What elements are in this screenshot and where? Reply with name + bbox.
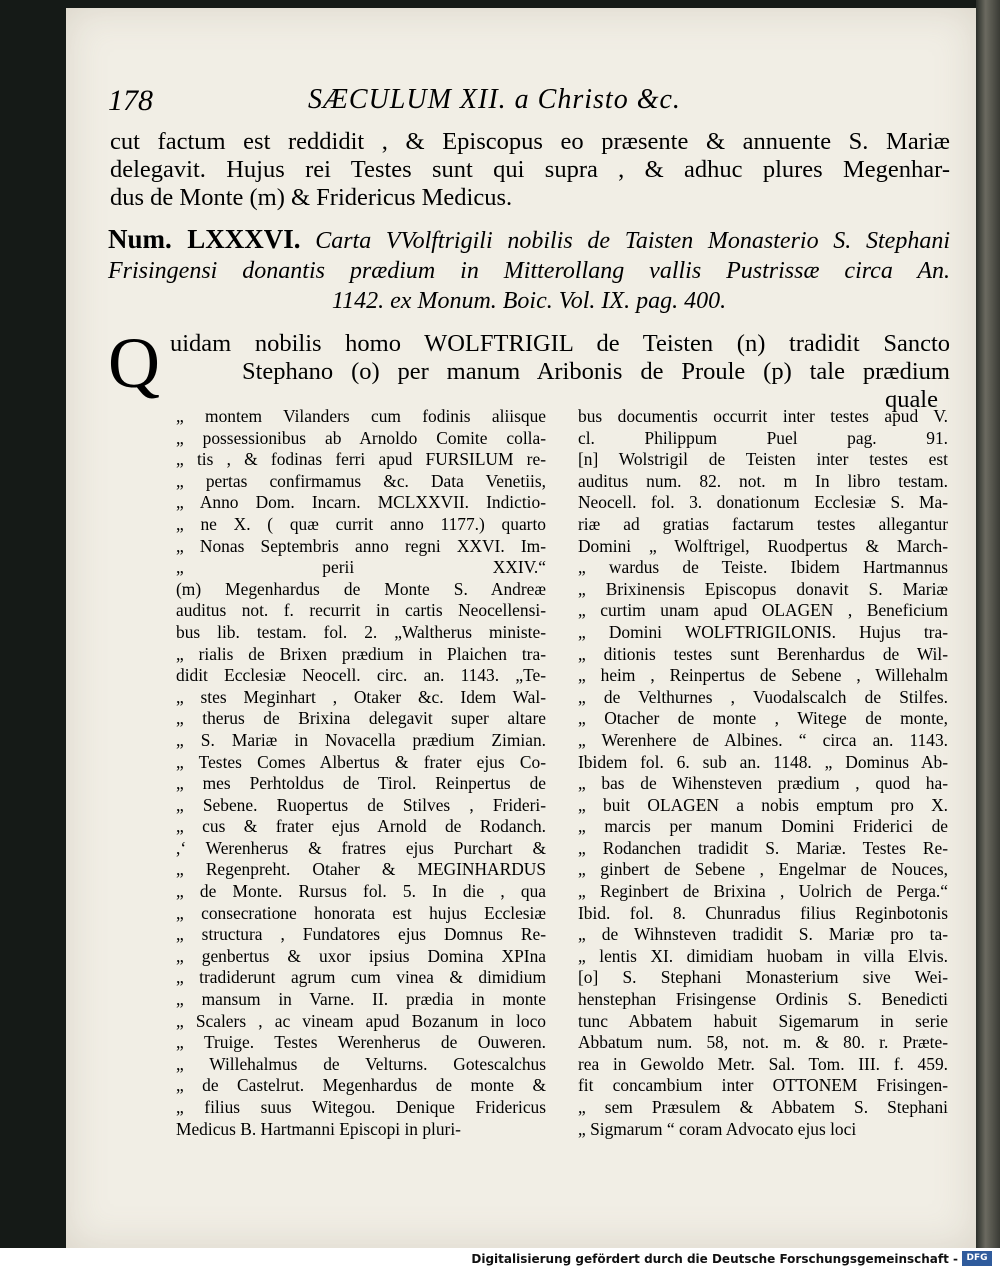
footnote-line: henstephan Frisingense Ordinis S. Benedicti (578, 989, 948, 1010)
footnote-line: „ tis , & fodinas ferri apud FURSILUM re- (176, 449, 546, 470)
footnote-line: „ mansum in Varne. II. prædia in monte (176, 989, 546, 1010)
footnote-line: auditus not. f. recurrit in cartis Neocellensi- (176, 600, 546, 621)
charter-incipit (108, 323, 950, 413)
charter-heading (108, 224, 950, 316)
footnote-line: [o] S. Stephani Monasterium sive Wei- (578, 967, 948, 988)
footnote-line: „ Reginbert de Brixina , Uolrich de Perga.“ (578, 881, 948, 902)
footnote-line: bus lib. testam. fol. 2. „Waltherus ministe- (176, 621, 546, 642)
funding-notice: Digitalisierung gefördert durch die Deutsche Forschungsgemeinschaft - (471, 1252, 958, 1266)
continuation-line: delegavit. Hujus rei Testes sunt qui supra , & adhuc plures Megenhar- (110, 156, 950, 183)
footnote-line: „ possessionibus ab Arnoldo Comite colla- (176, 427, 546, 448)
footnote-line: „ Brixinensis Episcopus donavit S. Mariæ (578, 578, 948, 599)
charter-number: Num. LXXXVI. (108, 224, 301, 254)
page-number: 178 (108, 84, 153, 117)
footnote-line: „ marcis per manum Domini Friderici de (578, 816, 948, 837)
drop-capital: Q (108, 323, 160, 403)
footnote-line: „ Sigmarum “ coram Advocato ejus loci (578, 1118, 857, 1139)
footnote-line: Neocell. fol. 3. donationum Ecclesiæ S. Ma- (578, 492, 948, 513)
footnote-line: „ genbertus & uxor ipsius Domina XPIna (176, 945, 546, 966)
footnote-line: „ S. Mariæ in Novacella prædium Zimian. (176, 729, 546, 750)
footnote-line: Domini „ Wolftrigel, Ruodpertus & March- (578, 535, 948, 556)
footnote-line: „ tradiderunt agrum cum vinea & dimidium (176, 967, 546, 988)
footnote-line: (m) Megenhardus de Monte S. Andreæ (176, 578, 546, 599)
continuation-line: cut factum est reddidit , & Episcopus eo præsente & annuente S. Mariæ (110, 128, 950, 155)
charter-title-line: 1142. ex Monum. Boic. Vol. IX. pag. 400. (331, 288, 727, 314)
charter-heading-line-1 (108, 224, 950, 256)
continuation-line: dus de Monte (m) & Fridericus Medicus. (110, 184, 513, 211)
footnote-line: Ibidem fol. 6. sub an. 1148. „ Dominus Ab- (578, 751, 948, 772)
footnote-line: „ bas de Wihensteven prædium , quod ha- (578, 773, 948, 794)
footnote-line: „ Anno Dom. Incarn. MCLXXVII. Indictio- (176, 492, 546, 513)
footnote-line: „ rialis de Brixen prædium in Plaichen tra- (176, 643, 546, 664)
running-head: SÆCULUM XII. a Christo &c. (308, 84, 681, 115)
footnote-line: „ consecratione honorata est hujus Ecclesiæ (176, 902, 546, 923)
incipit-line: uidam nobilis homo WOLFTRIGIL de Teisten (n) tradidit Sancto (170, 330, 950, 357)
footnote-line: „ filius suus Witegou. Denique Fridericus (176, 1097, 546, 1117)
footnote-line: „ wardus de Teiste. Ibidem Hartmannus (578, 557, 948, 578)
footnote-line: „ mes Perhtoldus de Tirol. Reinpertus de (176, 773, 546, 794)
footnotes-right-column (578, 406, 948, 1140)
footnote-line: „ ne X. ( quæ currit anno 1177.) quarto (176, 513, 546, 534)
footnote-line: „ lentis XI. dimidiam huobam in villa Elvis. (578, 945, 948, 966)
footnote-line: [n] Wolstrigil de Teisten inter testes est (578, 449, 948, 470)
footnote-line: riæ ad gratias factarum testes allegantur (578, 513, 948, 534)
footnote-line: rea in Gewoldo Metr. Sal. Tom. III. f. 459. (578, 1053, 948, 1074)
charter-title-line: Carta VVolftrigili nobilis de Taisten Monasterio S. Stephani (315, 228, 950, 254)
charter-title-line: Frisingensi donantis prædium in Mitterollang vallis Pustrissæ circa An. (108, 258, 950, 284)
footnote-line: „ sem Præsulem & Abbatem S. Stephani (578, 1097, 948, 1117)
page-header (108, 84, 708, 124)
footnote-line: bus documentis occurrit inter testes apud V. (578, 406, 948, 426)
footnote-line: „ stes Meginhart , Otaker &c. Idem Wal- (176, 686, 546, 707)
footnote-line: „ montem Vilanders cum fodinis aliisque (176, 406, 546, 426)
footer-bar (0, 1248, 1000, 1270)
catchword: quale (884, 386, 938, 413)
footnote-line: „ de Castelrut. Megenhardus de monte & (176, 1075, 546, 1096)
footnote-line: „ structura , Fundatores ejus Domnus Re- (176, 924, 546, 945)
book-edge (976, 0, 1000, 1248)
continuation-text (110, 128, 950, 212)
footnote-line: „ Werenhere de Albines. “ circa an. 1143. (578, 729, 948, 750)
footnote-line: „ Regenpreht. Otaher & MEGINHARDUS (176, 859, 546, 880)
footnote-line: „ Rodanchen tradidit S. Mariæ. Testes Re- (578, 837, 948, 858)
footnote-line: auditus num. 82. not. m In libro testam. (578, 470, 948, 491)
footnote-line: „ de Wihnsteven tradidit S. Mariæ pro ta- (578, 924, 948, 945)
incipit-line: Stephano (o) per manum Aribonis de Proule (p) tale prædium (242, 358, 950, 385)
footnote-line: „ Willehalmus de Velturns. Gotescalchus (176, 1053, 546, 1074)
footnotes-left-column (176, 406, 546, 1140)
footnote-line: „ cus & frater ejus Arnold de Rodanch. (176, 816, 546, 837)
footnote-line: ,‘ Werenherus & fratres ejus Purchart & (176, 837, 546, 858)
footnote-line: „ therus de Brixina delegavit super altare (176, 708, 546, 729)
footnote-line: Medicus B. Hartmanni Episcopi in pluri- (176, 1118, 461, 1139)
footnote-line: „ Scalers , ac vineam apud Bozanum in loco (176, 1010, 546, 1031)
footnote-line: „ de Monte. Rursus fol. 5. In die , qua (176, 881, 546, 902)
footnote-line: „ pertas confirmamus &c. Data Venetiis, (176, 470, 546, 491)
footnote-line: „ curtim unam apud OLAGEN , Beneficium (578, 600, 948, 621)
footnote-line: Ibid. fol. 8. Chunradus filius Reginbotonis (578, 902, 948, 923)
footnote-line: „ de Velthurnes , Vuodalscalch de Stilfes. (578, 686, 948, 707)
footnote-line: „ Truige. Testes Werenherus de Ouweren. (176, 1032, 546, 1053)
footnote-line: „ ginbert de Sebene , Engelmar de Nouces, (578, 859, 948, 880)
footnote-line: „ Otacher de monte , Witege de monte, (578, 708, 948, 729)
footnote-line: „ perii XXIV.“ (176, 557, 546, 578)
footnote-line: fit concambium inter OTTONEM Frisingen- (578, 1075, 948, 1096)
footnote-line: tunc Abbatem habuit Sigemarum in serie (578, 1010, 948, 1031)
footnote-line: „ Sebene. Ruopertus de Stilves , Frideri- (176, 794, 546, 815)
footnote-line: „ heim , Reinpertus de Sebene , Willehalm (578, 665, 948, 686)
footnote-line: „ Testes Comes Albertus & frater ejus Co- (176, 751, 546, 772)
footnote-line: „ ditionis testes sunt Berenhardus de Wil- (578, 643, 948, 664)
footnote-line: „ buit OLAGEN a nobis emptum pro X. (578, 794, 948, 815)
footnote-line: „ Nonas Septembris anno regni XXVI. Im- (176, 535, 546, 556)
footnote-line: didit Ecclesiæ Neocell. circ. an. 1143. „Te- (176, 665, 546, 686)
footnote-line: „ Domini WOLFTRIGILONIS. Hujus tra- (578, 621, 948, 642)
footnote-line: cl. Philippum Puel pag. 91. (578, 427, 948, 448)
footnote-line: Abbatum num. 58, not. m. & 80. r. Præte- (578, 1032, 948, 1053)
dfg-logo: DFG (962, 1251, 992, 1266)
